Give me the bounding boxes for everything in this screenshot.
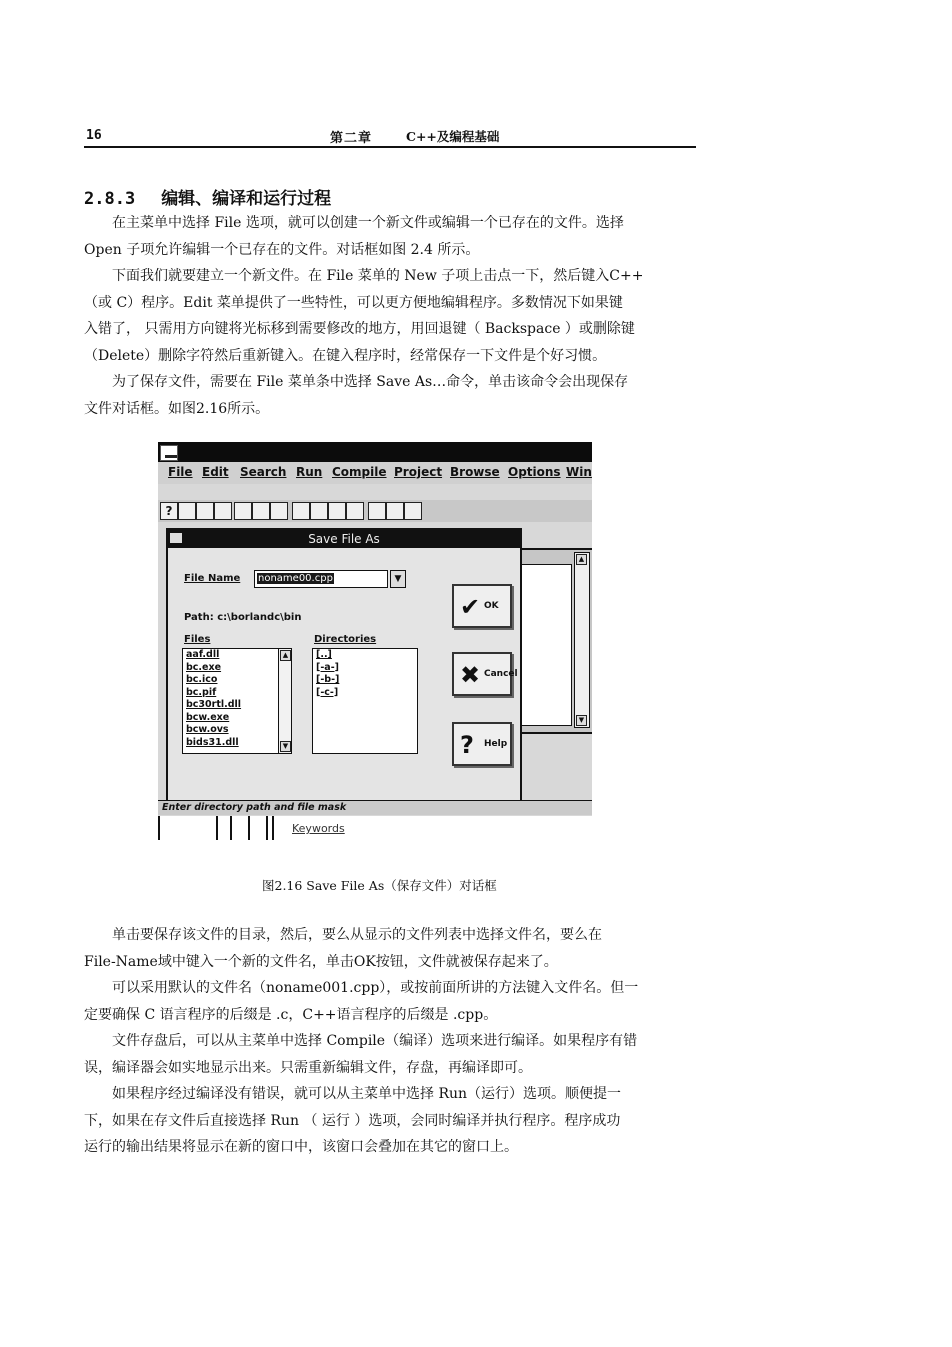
scroll-up-icon[interactable]: ▲ bbox=[280, 650, 291, 661]
help-button-label: Help bbox=[484, 739, 508, 749]
directories-label: Directories bbox=[314, 634, 377, 645]
help-button[interactable] bbox=[452, 722, 512, 766]
file-item[interactable]: aaf.dll bbox=[186, 649, 220, 660]
search-again-icon[interactable] bbox=[270, 502, 288, 520]
open-file-icon[interactable] bbox=[234, 502, 252, 520]
paragraph-line: 运行的输出结果将显示在新的窗口中，该窗口会叠加在其它的窗口上。 bbox=[84, 1139, 518, 1155]
path-label: Path: bbox=[184, 612, 214, 623]
scroll-down-icon[interactable]: ▼ bbox=[280, 741, 291, 752]
menu-file[interactable]: File bbox=[168, 465, 193, 479]
directories-listbox[interactable] bbox=[312, 648, 418, 754]
directory-item[interactable]: [-b-] bbox=[316, 674, 340, 685]
file-item[interactable]: bc30rtl.dll bbox=[186, 699, 242, 710]
menu-project[interactable]: Project bbox=[394, 465, 443, 479]
paragraph-line: 定要确保 C 语言程序的后缀是 .c，C++语言程序的后缀是 .cpp。 bbox=[84, 1006, 498, 1023]
make-icon[interactable] bbox=[386, 502, 404, 520]
help-tool-icon[interactable]: ? bbox=[160, 502, 178, 520]
paragraph-line: 下，如果在存文件后直接选择 Run （ 运行 ）选项，会同时编译并执行程序。程序成功 bbox=[84, 1112, 621, 1129]
file-item[interactable]: bcw.exe bbox=[186, 711, 230, 723]
paragraph-line: 如果程序经过编译没有错误，就可以从主菜单中选择 Run（运行）选项。顺便提一 bbox=[84, 1086, 622, 1102]
menu-run[interactable]: Run bbox=[296, 465, 323, 479]
section-title: 编辑、编译和运行过程 bbox=[161, 189, 332, 209]
dialog-title: Save File As bbox=[308, 532, 380, 546]
undo-icon[interactable] bbox=[292, 502, 310, 520]
directory-item[interactable]: [-c-] bbox=[316, 686, 339, 698]
file-name-label: File Name bbox=[184, 573, 241, 584]
file-item[interactable]: bc.exe bbox=[186, 661, 222, 673]
running-header bbox=[84, 124, 696, 148]
chapter-title: C++及编程基础 bbox=[406, 129, 500, 144]
paragraph-line: 文件存盘后，可以从主菜单中选择 Compile（编译）选项来进行编译。如果程序有错 bbox=[84, 1033, 638, 1049]
path-value: c:\borlandc\bin bbox=[217, 612, 302, 623]
save-file-as-screenshot bbox=[158, 442, 592, 840]
paragraph-line: （或 C）程序。Edit 菜单提供了一些特性，可以更方便地编辑程序。多数情况下如果键 bbox=[84, 294, 623, 311]
status-bar: Enter directory path and file mask bbox=[158, 800, 592, 815]
editor-window bbox=[514, 548, 592, 734]
paragraph bbox=[84, 210, 690, 263]
menu-compile[interactable]: Compile bbox=[332, 465, 387, 479]
cancel-button-label: Cancel bbox=[484, 669, 518, 679]
section-heading bbox=[84, 184, 331, 209]
menu-options[interactable]: Options bbox=[508, 465, 561, 479]
question-mark-icon: ? bbox=[460, 731, 474, 759]
paragraph-line: 在主菜单中选择 File 选项，就可以创建一个新文件或编辑一个已存在的文件。选择 bbox=[84, 215, 624, 231]
directory-item[interactable]: [..] bbox=[316, 649, 332, 660]
editor-area[interactable] bbox=[518, 564, 572, 726]
chapter-label: 第二章 bbox=[330, 131, 373, 146]
paragraph bbox=[84, 922, 690, 975]
paragraph-line: File-Name域中键入一个新的文件名，单击OK按钮，文件就被保存起来了。 bbox=[84, 953, 558, 970]
scroll-up-icon[interactable]: ▲ bbox=[576, 554, 587, 565]
menu-search[interactable]: Search bbox=[240, 465, 287, 479]
paragraph bbox=[84, 369, 690, 422]
ok-button-label: OK bbox=[484, 601, 499, 611]
paragraph bbox=[84, 263, 690, 369]
system-menu-icon[interactable] bbox=[160, 445, 178, 461]
directory-item[interactable]: [-a-] bbox=[316, 661, 339, 673]
menu-bar bbox=[158, 462, 592, 484]
files-scrollbar[interactable] bbox=[278, 649, 291, 753]
paragraph bbox=[84, 1028, 690, 1081]
save-file-as-dialog bbox=[166, 528, 522, 802]
file-item[interactable]: bc.pif bbox=[186, 686, 217, 698]
file-item[interactable]: bids31.dll bbox=[186, 736, 239, 748]
cut-icon[interactable] bbox=[310, 502, 328, 520]
paragraph-line: （Delete）删除字符然后重新键入。在键入程序时，经常保存一下文件是个好习惯。 bbox=[84, 347, 607, 364]
tool-icon[interactable] bbox=[214, 502, 232, 520]
paragraph-line: 单击要保存该文件的目录，然后，要么从显示的文件列表中选择文件名，要么在 bbox=[84, 927, 602, 943]
scroll-down-icon[interactable]: ▼ bbox=[576, 715, 587, 726]
tool-icon[interactable] bbox=[178, 502, 196, 520]
message-window-strip bbox=[158, 816, 592, 840]
paste-icon[interactable] bbox=[346, 502, 364, 520]
paragraph-line: 文件对话框。如图2.16所示。 bbox=[84, 400, 270, 417]
ok-button[interactable] bbox=[452, 584, 512, 628]
window-title-bar bbox=[158, 442, 592, 462]
page-number: 16 bbox=[86, 128, 102, 143]
copy-icon[interactable] bbox=[328, 502, 346, 520]
menu-window[interactable]: Win bbox=[566, 465, 592, 479]
figure-caption: 图2.16 Save File As（保存文件）对话框 bbox=[262, 878, 497, 893]
file-name-input[interactable]: noname00.cpp bbox=[254, 570, 388, 588]
toolbar bbox=[158, 500, 592, 522]
cancel-button[interactable] bbox=[452, 652, 518, 696]
tool-icon[interactable] bbox=[196, 502, 214, 520]
dialog-title-bar bbox=[168, 530, 520, 548]
menu-browse[interactable]: Browse bbox=[450, 465, 500, 479]
paragraph bbox=[84, 975, 690, 1028]
paragraph-line: 误，编译器会如实地显示出来。只需重新编辑文件，存盘，再编译即可。 bbox=[84, 1059, 532, 1076]
checkmark-icon: ✔ bbox=[460, 593, 481, 621]
paragraph-line: 可以采用默认的文件名（noname001.cpp），或按前面所讲的方法键入文件名。但一 bbox=[84, 980, 639, 996]
path-display bbox=[184, 612, 301, 623]
paragraph-line: 下面我们就要建立一个新文件。在 File 菜单的 New 子项上击点一下，然后键入C++ bbox=[84, 268, 644, 284]
section-number: 2.8.3 bbox=[84, 189, 136, 209]
history-dropdown-icon[interactable]: ▼ bbox=[390, 570, 406, 588]
files-label: Files bbox=[184, 634, 211, 645]
paragraph-line: 入错了， 只需用方向键将光标移到需要修改的地方，用回退键（ Backspace ）或删除键 bbox=[84, 321, 635, 337]
dialog-system-menu-icon[interactable] bbox=[170, 533, 182, 543]
cross-icon: ✖ bbox=[460, 661, 481, 689]
file-item[interactable]: bcw.ovs bbox=[186, 724, 229, 735]
paragraph-line: 为了保存文件，需要在 File 菜单条中选择 Save As…命令，单击该命令会出现保存 bbox=[84, 374, 629, 390]
run-icon[interactable] bbox=[404, 502, 422, 520]
file-item[interactable]: bc.ico bbox=[186, 674, 218, 685]
keywords-link[interactable]: Keywords bbox=[292, 822, 345, 835]
paragraph bbox=[84, 1081, 690, 1161]
search-icon[interactable] bbox=[252, 502, 270, 520]
editor-scrollbar[interactable] bbox=[574, 552, 590, 728]
compile-icon[interactable] bbox=[368, 502, 386, 520]
menu-edit[interactable]: Edit bbox=[202, 465, 229, 479]
paragraph-line: Open 子项允许编辑一个已存在的文件。对话框如图 2.4 所示。 bbox=[84, 241, 480, 258]
files-listbox[interactable] bbox=[182, 648, 292, 754]
